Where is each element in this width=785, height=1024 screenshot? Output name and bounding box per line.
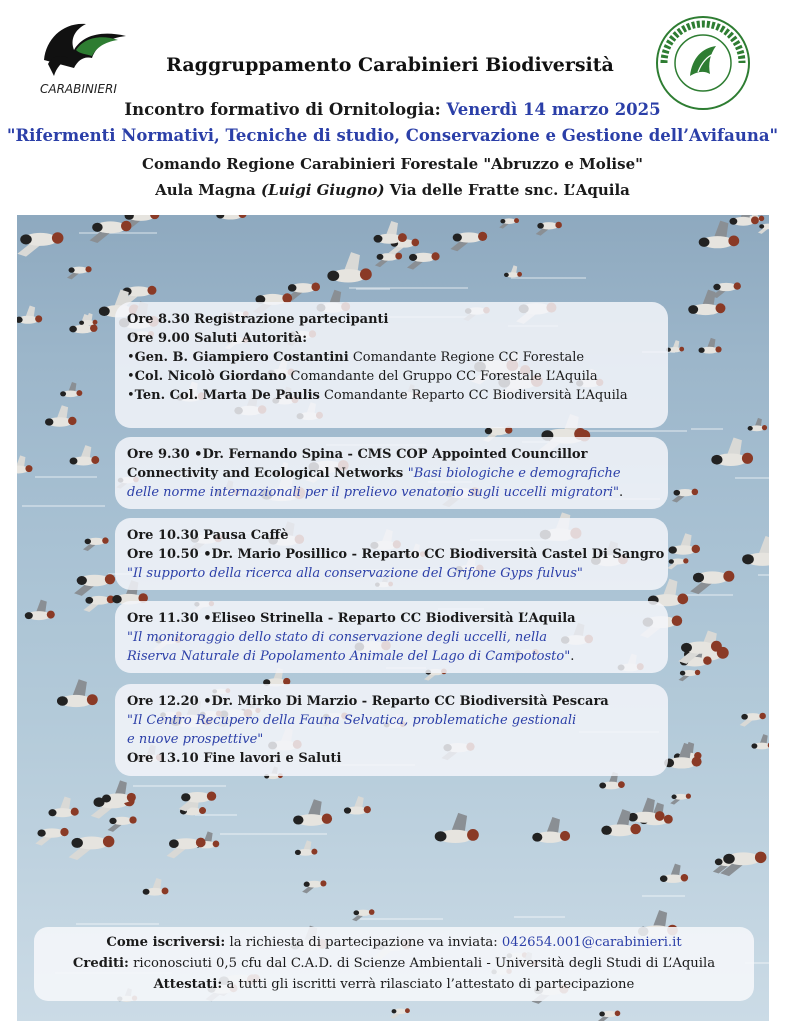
bullet: • <box>127 388 135 403</box>
duck <box>699 338 722 354</box>
duck <box>672 489 698 503</box>
duck <box>17 306 42 324</box>
duck <box>48 797 78 818</box>
venue-line-1: Comando Regione Carabinieri Forestale "Abruzzo e Molise" <box>142 155 643 173</box>
duck <box>435 813 479 843</box>
duck <box>758 223 769 234</box>
duck <box>295 840 318 855</box>
duck <box>17 455 32 473</box>
speaker-row <box>127 367 656 386</box>
duck <box>83 537 109 551</box>
punctuation: . <box>619 485 624 500</box>
talk-line <box>127 483 656 502</box>
credits-row <box>34 953 754 974</box>
duck <box>742 536 769 566</box>
duck <box>751 734 769 749</box>
duck <box>327 252 371 282</box>
water-ripple <box>22 505 105 507</box>
duck <box>532 817 570 843</box>
schedule-line: Ore 9.00 Saluti Autorità: <box>127 331 308 346</box>
water-ripple <box>349 287 468 289</box>
duck <box>25 600 55 621</box>
water-ripple <box>35 476 97 478</box>
schedule-line: Ore 8.30 Registrazione partecipanti <box>127 312 389 327</box>
duck <box>102 780 136 803</box>
water-ripple <box>76 923 159 925</box>
biodiversity-seal-icon <box>654 14 752 112</box>
water-ripple <box>514 916 565 918</box>
carabinieri-logo <box>34 16 132 108</box>
program-block-4 <box>115 601 668 673</box>
duck <box>729 215 758 226</box>
speaker-row <box>127 386 656 405</box>
event-subtitle: "Rifermenti Normativi, Tecniche di studio, Conservazione e Gestione dell’Avifauna" <box>6 126 779 145</box>
duck <box>679 670 701 682</box>
event-line <box>0 100 785 119</box>
duck <box>74 574 115 596</box>
talk-line <box>127 647 656 666</box>
duck <box>167 838 206 859</box>
schedule-line: Ore 13.10 Fine lavori e Saluti <box>127 751 342 766</box>
venue-prefix: Aula Magna <box>155 181 261 199</box>
duck <box>536 222 562 236</box>
duck <box>70 445 100 465</box>
water-ripple <box>195 814 237 816</box>
talk-line <box>127 464 656 483</box>
duck <box>699 221 740 249</box>
duck <box>57 679 98 707</box>
duck <box>669 533 701 555</box>
duck <box>660 864 688 883</box>
water-ripple <box>511 277 586 279</box>
duck <box>711 282 740 298</box>
water-ripple <box>220 833 327 835</box>
program-block-5 <box>115 684 668 776</box>
speaker-role: Comandante del Gruppo CC Forestale L’Aquila <box>286 369 598 384</box>
certificates-text: a tutti gli iscritti verrà rilasciato l’attestato di partecipazione <box>222 977 635 992</box>
speaker-name: Col. Nicolò Giordano <box>134 369 287 384</box>
duck <box>390 1008 410 1018</box>
talk-title: delle norme internazionali per il prelievo venatorio sugli uccelli migratori" <box>127 485 620 500</box>
event-date: Venerdì 14 marzo 2025 <box>446 100 661 119</box>
talk-title: e nuove prospettive" <box>127 732 264 747</box>
talk-title: "Il Centro Recupero della Fauna Selvatica, problematiche gestionali <box>127 713 577 728</box>
speaker-name: Ten. Col. Marta De Paulis <box>134 388 320 403</box>
duck <box>344 796 371 814</box>
certificates-label: Attestati: <box>153 977 223 992</box>
duck <box>748 418 768 431</box>
schedule-line: Ore 12.20 •Dr. Mirko Di Marzio - Reparto CC Biodiversità Pescara <box>127 694 609 709</box>
speaker-name: Gen. B. Giampiero Costantini <box>134 350 349 365</box>
water-ripple <box>691 428 723 430</box>
signup-row <box>34 932 754 953</box>
water-ripple <box>682 594 733 596</box>
credits-text: riconosciuti 0,5 cfu dal C.A.D. di Scienze Ambientali - Università degli Studi di L’Aquila <box>128 956 716 971</box>
water-ripple <box>758 574 769 576</box>
program-block-3 <box>115 518 668 590</box>
program-block-1 <box>115 302 668 428</box>
talk-title: "Basi biologiche e demografiche <box>407 466 621 481</box>
program-block-2 <box>115 437 668 509</box>
talk-title: Riserva Naturale di Popolamento Animale del Lago di Campotosto" <box>127 649 571 664</box>
duck <box>598 1011 620 1022</box>
duck <box>35 828 68 846</box>
certificates-row <box>34 974 754 995</box>
schedule-line: Ore 10.30 Pausa Caffè <box>127 528 289 543</box>
duck <box>67 266 92 279</box>
duck <box>667 558 688 569</box>
duck <box>83 595 114 611</box>
credits-label: Crediti: <box>72 956 129 971</box>
water-ripple <box>735 477 769 479</box>
duck <box>216 215 246 220</box>
duck <box>60 382 82 397</box>
bullet: • <box>127 350 135 365</box>
duck <box>450 232 487 252</box>
duck <box>666 340 684 352</box>
carabinieri-wordmark: CARABINIERI <box>40 82 117 96</box>
duck <box>374 221 407 244</box>
duck <box>17 232 63 256</box>
talk-title: "Il monitoraggio dello stato di conservazione degli uccelli, nella <box>127 630 548 645</box>
organization-title: Raggruppamento Carabinieri Biodiversità <box>166 54 614 76</box>
water-ripple <box>360 918 443 920</box>
footer-info <box>34 927 754 1001</box>
signup-label: Come iscriversi: <box>106 935 226 950</box>
duck <box>79 313 97 326</box>
duck <box>504 265 522 277</box>
duck <box>711 437 753 465</box>
speaker-role: Comandante Reparto CC Biodiversità L’Aquila <box>319 388 628 403</box>
duck <box>375 253 402 267</box>
bullet: • <box>127 369 135 384</box>
schedule-line: Ore 9.30 •Dr. Fernando Spina - CMS COP Appointed Councillor <box>127 447 588 462</box>
punctuation: . <box>570 649 575 664</box>
water-ripple <box>642 895 685 897</box>
water-ripple <box>133 785 226 787</box>
header <box>0 0 785 210</box>
venue-suffix: Via delle Fratte snc. L’Aquila <box>384 181 630 199</box>
duck <box>90 221 132 243</box>
duck <box>407 252 440 269</box>
duck <box>740 713 766 727</box>
talk-topic: Connectivity and Ecological Networks <box>127 466 408 481</box>
speaker-row <box>127 348 656 367</box>
biodiversity-seal <box>654 14 752 112</box>
duck <box>108 816 137 831</box>
carabinieri-flame-icon <box>34 16 132 86</box>
signup-email-link[interactable]: 042654.001@carabinieri.it <box>501 935 682 950</box>
signup-text: la richiesta di partecipazione va inviata: <box>225 935 502 950</box>
talk-title: "Il supporto della ricerca alla conservazione del Grifone Gyps fulvus" <box>127 566 583 581</box>
duck <box>69 836 115 860</box>
duck <box>670 794 691 805</box>
venue-name: (Luigi Giugno) <box>260 181 385 199</box>
duck <box>302 880 326 893</box>
schedule-line: Ore 11.30 •Eliseo Strinella - Reparto CC Biodiversità L’Aquila <box>127 611 576 626</box>
duck <box>690 571 734 594</box>
duck <box>45 405 77 427</box>
duck <box>143 878 169 896</box>
event-prefix: Incontro formativo di Ornitologia: <box>124 100 447 119</box>
venue-line-2 <box>0 181 785 199</box>
duck <box>293 799 332 826</box>
schedule-line: Ore 10.50 •Dr. Mario Posillico - Reparto CC Biodiversità Castel Di Sangro <box>127 547 665 562</box>
duck <box>499 218 519 229</box>
speaker-role: Comandante Regione CC Forestale <box>348 350 585 365</box>
